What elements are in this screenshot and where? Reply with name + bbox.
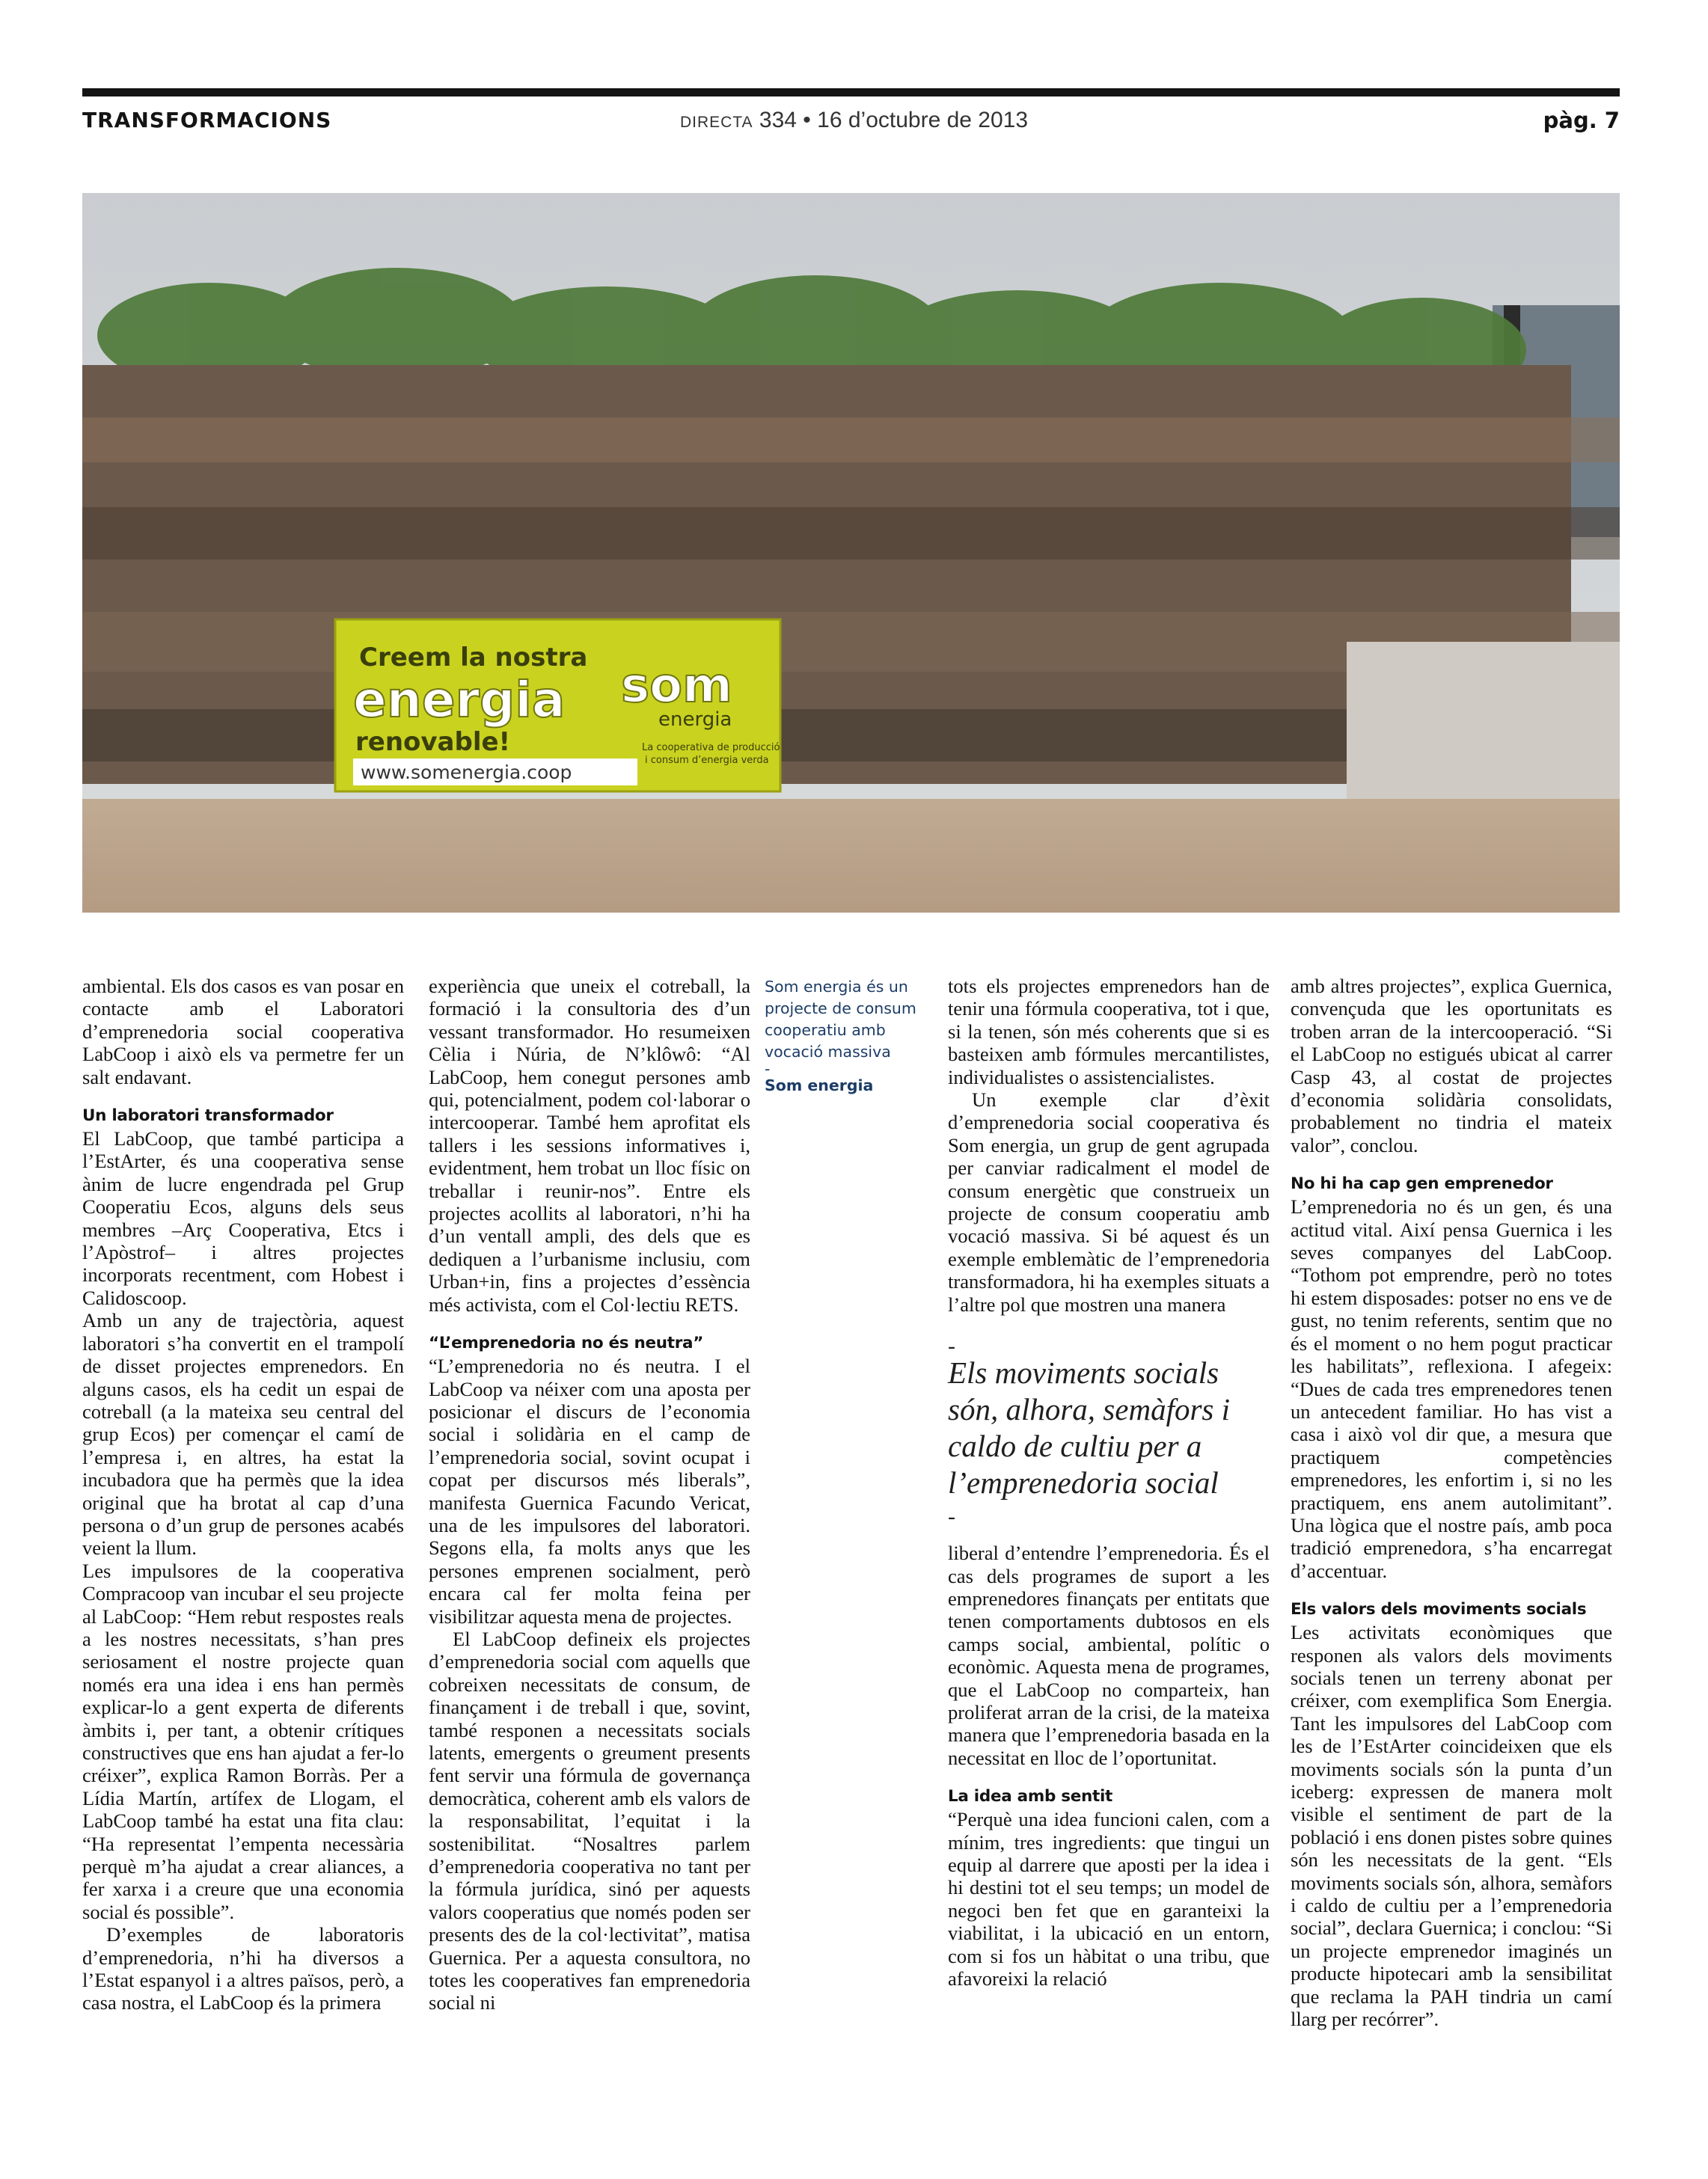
banner-line-1: Creem la nostra [359,643,588,672]
paragraph: ambiental. Els dos casos es van posar en contacte amb el Laboratori d’emprenedoria social cooperativa LabCoop i això els va permetre fer un salt endavant. [82,975,404,1088]
banner-line-2: energia [353,671,566,729]
banner-tagline-2: i consum d’energia verda [645,755,769,766]
quote-dash-bottom: - [948,1504,955,1530]
paragraph: Les impulsores de la cooperativa Compracoop van incubar el seu projecte al LabCoop: “Hem rebut respostes reals a les nostres necessitats, s’han pres seriosament el nostre projecte quan només era una idea i ens han permès explicar-lo a gent experta de diferents àmbits i, per tant, a obtenir crítiques constructives que ens han ajudat a fer-lo créixer”, explica Ramon Borràs. Per a Lídia Martín, artífex de Llogam, el LabCoop també ha estat una fita clau: “Ha representat l’empenta necessària perquè m’ha ajudat a crear aliances, a fer xarxa i a creure que una economia social és possible”. [82,1559,404,1923]
paragraph: El LabCoop, que també participa a l’EstArter, és una cooperativa sense ànim de lucre engendrada pel Grup Cooperatiu Ecos, alguns dels seus membres –Arç Cooperativa, Etcs i l’Apòstrof– i altres projectes incorporats recentment, com Hobest i Calidoscoop. [82,1127,404,1309]
banner-logo-sub: energia [658,708,732,731]
issue-date: 334 • 16 d’octubre de 2013 [759,108,1029,132]
paragraph: “L’emprenedoria no és neutra. I el LabCoop va néixer com una aposta per posicionar el discurs de l’economia social i solidària en el camp de l’emprenedoria social, sovint ocupat i copat per discursos més liberals”, manifesta Guernica Facundo Vericat, una de les impulsores del laboratori. Segons ella, fa molts anys que les persones emprenen socialment, però encara cal fer molta feina per visibilitzar aquesta mena de projectes. [429,1355,750,1628]
paragraph: “Perquè una idea funcioni calen, com a mínim, tres ingredients: que tingui un equip al darrere que aposti per la idea i hi destini tot el seu temps; un model de negoci ben fet que en garanteixi la viabilitat, i la ubicació en un entorn, com si fos un hàbitat o una tribu, que afavoreixi la relació [948,1808,1270,1990]
paragraph: Un exemple clar d’èxit d’emprenedoria social cooperativa és Som energia, un grup de gent agrupada per canviar radicalment el model de consum energètic que construeix un projecte de consum cooperatiu amb vocació massiva. Si bé aquest és un exemple emblemàtic de l’emprenedoria transformadora, hi ha exemples situats a l’altre pol que mostren una manera [948,1088,1270,1316]
pull-quote [948,1334,1270,1530]
pull-quote-text: Els moviments socials són, alhora, semàfors i caldo de cultiu per a l’emprenedoria social [948,1355,1231,1501]
subheading: Els valors dels moviments socials [1291,1600,1587,1619]
banner-line-3: renovable! [355,727,511,757]
header-rule [82,88,1620,96]
subheading: No hi ha cap gen emprenedor [1291,1174,1553,1194]
photo-credit: Som energia [765,1076,874,1094]
caption-text: Som energia és un projecte de consum cooperatiu amb vocació massiva [765,978,916,1061]
paragraph: liberal d’entendre l’emprenedoria. És el cas dels programes de suport a les emprenedores finançats per entitats que tenen comportaments dubtosos en els camps social, ambiental, polític o econòmic. Aquesta mena de programes, que el LabCoop no comparteix, han proliferat arran de la crisi, de la mateixa manera que l’emprenedoria basada en la necessitat en lloc de l’oportunitat. [948,1542,1270,1769]
column-5 [1291,975,1612,2030]
paragraph: amb altres projectes”, explica Guernica, convençuda que les oportunitats es troben arran de la intercooperació. “Si el LabCoop no estigués ubicat al carrer Casp 43, al costat de projectes d’economia solidària consolidats, probablement no tindria el mateix valor”, conclou. [1291,975,1612,1156]
paragraph: tots els projectes emprenedors han de tenir una fórmula cooperativa, tot i que, si la tenen, són més coherents que si es basteixen amb fórmules mercantilistes, individualistes o assistencialistes. [948,975,1270,1088]
subheading: La idea amb sentit [948,1787,1113,1806]
group-photo [82,193,1620,913]
paragraph: experiència que uneix el cotreball, la formació i la consultoria des d’un vessant transformador. Ho resumeixen Cèlia i Núria, de N’klôwô: “Al LabCoop, hem conegut persones amb qui, potencialment, podem col·laborar o intercooperar. També hem aprofitat els tallers i les sessions informatives i, evidentment, hem trobat un lloc físic on treballar i reunir-nos”. Entre els projectes acollits al laboratori, n’hi ha d’un ventall ampli, des dels que es dediquen a l’urbanisme inclusiu, com Urban+in, fins a projectes d’essència més activista, com el Col·lectiu RETS. [429,975,750,1316]
paragraph: Les activitats econòmiques que responen als valors dels moviments socials tenen un terreny abonat per créixer, com exemplifica Som Energia. Tant les impulsores del LabCoop com les de l’EstArter coincideixen que els moviments socials són la punta d’un iceberg: expressen de manera molt visible el sentiment de part de la població i ens donen pistes sobre quines són les necessitats de la gent. “Els moviments socials són, alhora, semàfors i caldo de cultiu per a l’emprenedoria social”, declara Guernica; i conclou: “Si un projecte emprenedor imaginés un producte hipotecari amb la sensibilitat que reclama la PAH tindria un camí llarg per recórrer”. [1291,1621,1612,2031]
paragraph: L’emprenedoria no és un gen, és una actitud vital. Així pensa Guernica i les seves companyes del LabCoop. “Tothom pot emprendre, però no totes hi estem disposades: potser no ens ve de gust, no tenim referents, sentim que no és el moment o no hem pogut practicar les habilitats”, reflexiona. I afegeix: “Dues de cada tres emprenedores tenen un antecedent familiar. Ho has vist a casa i això vol dir que, a mesura que practiquem competències emprenedores, les enfortim i, si no les practiquem, ens anem autolimitant”. Una lògica que el nostre país, amb poca tradició emprenedora, s’ha encarregat d’accentuar. [1291,1195,1612,1582]
column-2 [429,975,750,2014]
caption-separator: - [765,1060,771,1078]
column-4 [948,975,1270,1990]
steps [1347,642,1620,806]
banner-url: www.somenergia.coop [361,761,572,783]
page-number: pàg. 7 [1543,108,1620,133]
paragraph: El LabCoop defineix els projectes d’emprenedoria social com aquells que cobreixen necessitats de consum, de finançament i de treball i que, sovint, també responen a necessitats socials latents, emergents o greument presents fent servir una fórmula de governança democràtica, coherent amb els valors de la responsabilitat, l’equitat i la sostenibilitat. “Nosaltres parlem d’emprenedoria cooperativa no tant per la fórmula jurídica, sinó per aquests valors cooperatius que només poden ser presents des de la col·lectivitat”, matisa Guernica. Per a aquesta consultora, no totes les cooperatives fan emprenedoria social ni [429,1627,750,2014]
banner-logo: som [621,658,732,714]
photo-caption [765,976,923,1097]
paragraph: D’exemples de laboratoris d’emprenedoria, n’hi ha diversos a l’Estat espanyol i a altres països, però, a casa nostra, el LabCoop és la primera [82,1923,404,2014]
subheading: Un laboratori transformador [82,1106,334,1126]
ground [82,799,1620,913]
quote-dash-top: - [948,1334,955,1359]
column-1 [82,975,404,2014]
publication-name: DIRECTA [679,114,753,131]
subheading: “L’emprenedoria no és neutra” [429,1334,704,1353]
banner [335,619,780,791]
banner-tagline-1: La cooperativa de producció [642,742,780,753]
section-title: TRANSFORMACIONS [82,108,332,132]
issue-line [0,108,1708,133]
paragraph: Amb un any de trajectòria, aquest laboratori s’ha convertit en el trampolí de disset projectes emprenedors. En alguns casos, els ha cedit un espai de cotreball (a la mateixa seu central del grup Ecos) per començar el camí de l’empresa i, en altres, ha estat la incubadora que ha permès que la idea original que ha brotat al cap d’una persona o d’un grup de persones acabés veient la llum. [82,1309,404,1560]
